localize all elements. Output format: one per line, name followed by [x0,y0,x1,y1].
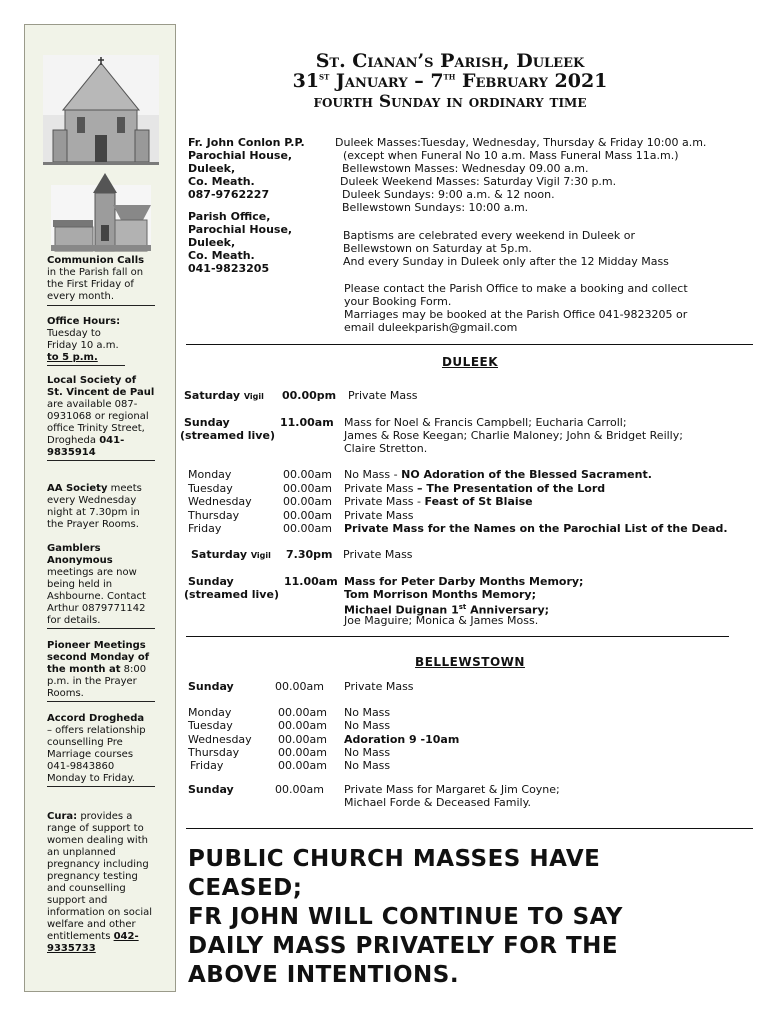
mass-text: No Mass [344,706,391,719]
time-label: 00.00am [283,495,332,508]
duleek-sat1-text: Private Mass [348,389,418,402]
day-label: Monday [188,706,232,719]
masses-line-2: (except when Funeral No 10 a.m. Mass Funeral Mass 11a.m.) [343,149,679,162]
notice-line-2: CEASED; [188,875,303,901]
communion-calls [47,255,155,306]
town2-line: Duleek, [188,236,236,249]
booking-info [344,282,754,334]
pioneer-notice [47,640,155,702]
mass-text-plain: Private Mass [344,509,414,522]
pioneer-title: Pioneer Meetings second Monday of the month at [47,640,150,675]
office-text: Tuesday to Friday 10 a.m. [47,328,119,351]
office-title: Office Hours: [47,316,121,327]
duleek-sun2-line2: Tom Morrison Months Memory; [344,588,537,601]
bapt-line-2: Bellewstown on Saturday at 5p.m. [343,242,532,255]
svdp-text: are available 087-0931068 or regional office Trinity Street, Drogheda [47,399,149,446]
bellewstown-title: BELLEWSTOWN [415,655,525,669]
mass-text: No Mass [344,746,391,759]
day-label: Wednesday [188,495,252,508]
masses-line-4: Duleek Weekend Masses: Saturday Vigil 7:30 p.m. [340,175,617,188]
mass-text [344,522,728,535]
day-label: Friday [190,759,224,772]
cura-text: provides a range of support to women dealing with an unplanned pregnancy including pregnancy testing and counselling support and information on social welfare and other entitlements [47,811,153,942]
masses-line-3: Bellewstown Masses: Wednesday 09.00 a.m. [342,162,589,175]
book-line-3: Marriages may be booked at the Parish Office 041-9823205 or [344,308,688,321]
duleek-sat1-day: Saturday Vigil [184,389,264,402]
time-label: 00.00am [278,746,327,759]
day-label: Friday [188,522,222,535]
communion-text: in the Parish fall on the First Friday of every month. [47,267,155,306]
duleek-sun1-stream: (streamed live) [180,429,275,442]
book-line-2: your Booking Form. [344,295,452,308]
divider-thin [186,636,729,637]
mass-text-bold: Feast of St Blaise [424,495,533,508]
notice-line-5: ABOVE INTENTIONS. [188,962,460,988]
office-to: to 5 p.m. [47,352,98,363]
priest-phone: 087-9762227 [188,188,270,201]
contact-block [188,136,305,275]
duleek-title: DULEEK [441,355,499,369]
pioneer-text: 8:00 p.m. in the Prayer Rooms. [47,664,147,699]
duleek-sat2-day: Saturday Vigil [191,548,271,561]
duleek-sat1-time: 00.00pm [282,389,337,402]
bell-sun2-day: Sunday [188,783,234,796]
mass-text-plain: Private Mass - [344,495,425,508]
duleek-sun1-day: Sunday [184,416,230,429]
masses-line-1: Duleek Masses:Tuesday, Wednesday, Thursday & Friday 10:00 a.m. [335,136,707,149]
duleek-sun1-line2: James & Rose Keegan; Charlie Maloney; John & Bridget Reilly; [344,429,683,442]
time-label: 00.00am [283,509,332,522]
day-label: Tuesday [188,482,233,495]
office-line: Parish Office, [188,210,271,223]
day-label: Wednesday [188,733,252,746]
accord-notice [47,713,155,787]
time-label: 00.00am [278,719,327,732]
notice-line-4: DAILY MASS PRIVATELY FOR THE [188,933,619,959]
accord-text: – offers relationship counselling Pre Marriage courses 041-9843860 Monday to Friday. [47,725,146,784]
mass-text [344,482,605,495]
town-line: Duleek, [188,162,236,175]
house-line: Parochial House, [188,149,293,162]
time-label: 00.00am [278,733,327,746]
office-phone: 041-9823205 [188,262,270,275]
svdp-phone: 041-9835914 [47,435,125,458]
church-photo-duleek [43,55,159,177]
cura-title: Cura: [47,811,78,822]
bell-sun2-time: 00.00am [275,783,324,796]
mass-text-bold: Private Mass for the Names on the Parochial List of the Dead. [344,522,728,535]
sidebar [24,24,176,992]
masses-line-5: Duleek Sundays: 9:00 a.m. & 12 noon. [342,188,555,201]
county2-line: Co. Meath. [188,249,255,262]
bapt-line-1: Baptisms are celebrated every weekend in Duleek or [343,229,636,242]
day-label: Thursday [188,746,240,759]
ga-title: Gamblers Anonymous [47,543,113,566]
notice-line-1: PUBLIC CHURCH MASSES HAVE [188,846,601,872]
svdp-title: Local Society of St. Vincent de Paul [47,375,155,398]
communion-title: Communion Calls [47,255,145,266]
mass-text-bold: – The Presentation of the Lord [417,482,606,495]
divider [186,344,753,345]
mass-text-bold: NO Adoration of the Blessed Sacrament. [401,468,652,481]
mass-times-info [335,136,755,214]
time-label: 00.00am [278,706,327,719]
mass-text [344,495,533,508]
bell-sun1-day: Sunday [188,680,234,693]
priest-name: Fr. John Conlon P.P. [188,136,305,149]
bell-sun1-time: 00.00am [275,680,324,693]
aa-title: AA Society [47,483,108,494]
mass-text: Adoration 9 -10am [344,733,460,746]
mass-text: No Mass [344,719,391,732]
mass-text [344,509,414,522]
masses-line-6: Bellewstown Sundays: 10:00 a.m. [342,201,529,214]
office-hours [47,316,155,366]
book-line-1: Please contact the Parish Office to make a booking and collect [344,282,688,295]
aa-notice [47,483,155,531]
duleek-sun2-time: 11.00am [284,575,338,588]
bapt-line-3: And every Sunday in Duleek only after the 12 Midday Mass [343,255,669,268]
duleek-sun2-line4: Joe Maguire; Monica & James Moss. [344,614,539,627]
county-line: Co. Meath. [188,175,255,188]
ga-text: meetings are now being held in Ashbourne. Contact Arthur 0879771142 for details. [47,567,146,626]
cura-phone: 042-9335733 [47,931,139,954]
duleek-sat2-time: 7.30pm [286,548,333,561]
ga-notice [47,543,155,629]
time-label: 00.00am [278,759,327,772]
book-line-4: email duleekparish@gmail.com [344,321,518,334]
church-photo-bellewstown [43,165,159,257]
notice-line-3: FR JOHN WILL CONTINUE TO SAY [188,904,623,930]
time-label: 00.00am [283,482,332,495]
bell-sun2-line2: Michael Forde & Deceased Family. [344,796,532,809]
baptisms-info [343,229,753,268]
bell-sun2-line1: Private Mass for Margaret & Jim Coyne; [344,783,560,796]
duleek-sun1-line3: Claire Stretton. [344,442,428,455]
duleek-sun2-line3: Michael Duignan 1st Anniversary; [344,603,550,617]
duleek-sun2-day: Sunday [188,575,234,588]
parish-title: St. Cianan’s Parish, Duleek [315,50,585,72]
day-label: Thursday [188,509,240,522]
svdp-notice [47,375,155,461]
time-label: 00.00am [283,468,332,481]
aa-text: meets every Wednesday night at 7.30pm in the Prayer Rooms. [47,483,142,530]
duleek-sun2-line1: Mass for Peter Darby Months Memory; [344,575,584,588]
cura-notice [47,811,155,955]
duleek-sat2-text: Private Mass [343,548,413,561]
duleek-sun2-stream: (streamed live) [184,588,279,601]
divider-2 [186,828,753,829]
bell-sun1-text: Private Mass [344,680,414,693]
liturgical-sunday: fourth Sunday in ordinary time [313,92,587,112]
mass-text-plain: No Mass - [344,468,402,481]
house2-line: Parochial House, [188,223,293,236]
time-label: 00.00am [283,522,332,535]
accord-title: Accord Drogheda [47,713,145,724]
mass-text [344,468,652,481]
mass-text: No Mass [344,759,391,772]
day-label: Tuesday [188,719,233,732]
duleek-sun1-time: 11.00am [280,416,334,429]
mass-text-plain: Private Mass [344,482,418,495]
day-label: Monday [188,468,232,481]
date-range: 31st January – 7th February 2021 [292,70,608,92]
duleek-sun1-line1: Mass for Noel & Francis Campbell; Eucharia Carroll; [344,416,627,429]
